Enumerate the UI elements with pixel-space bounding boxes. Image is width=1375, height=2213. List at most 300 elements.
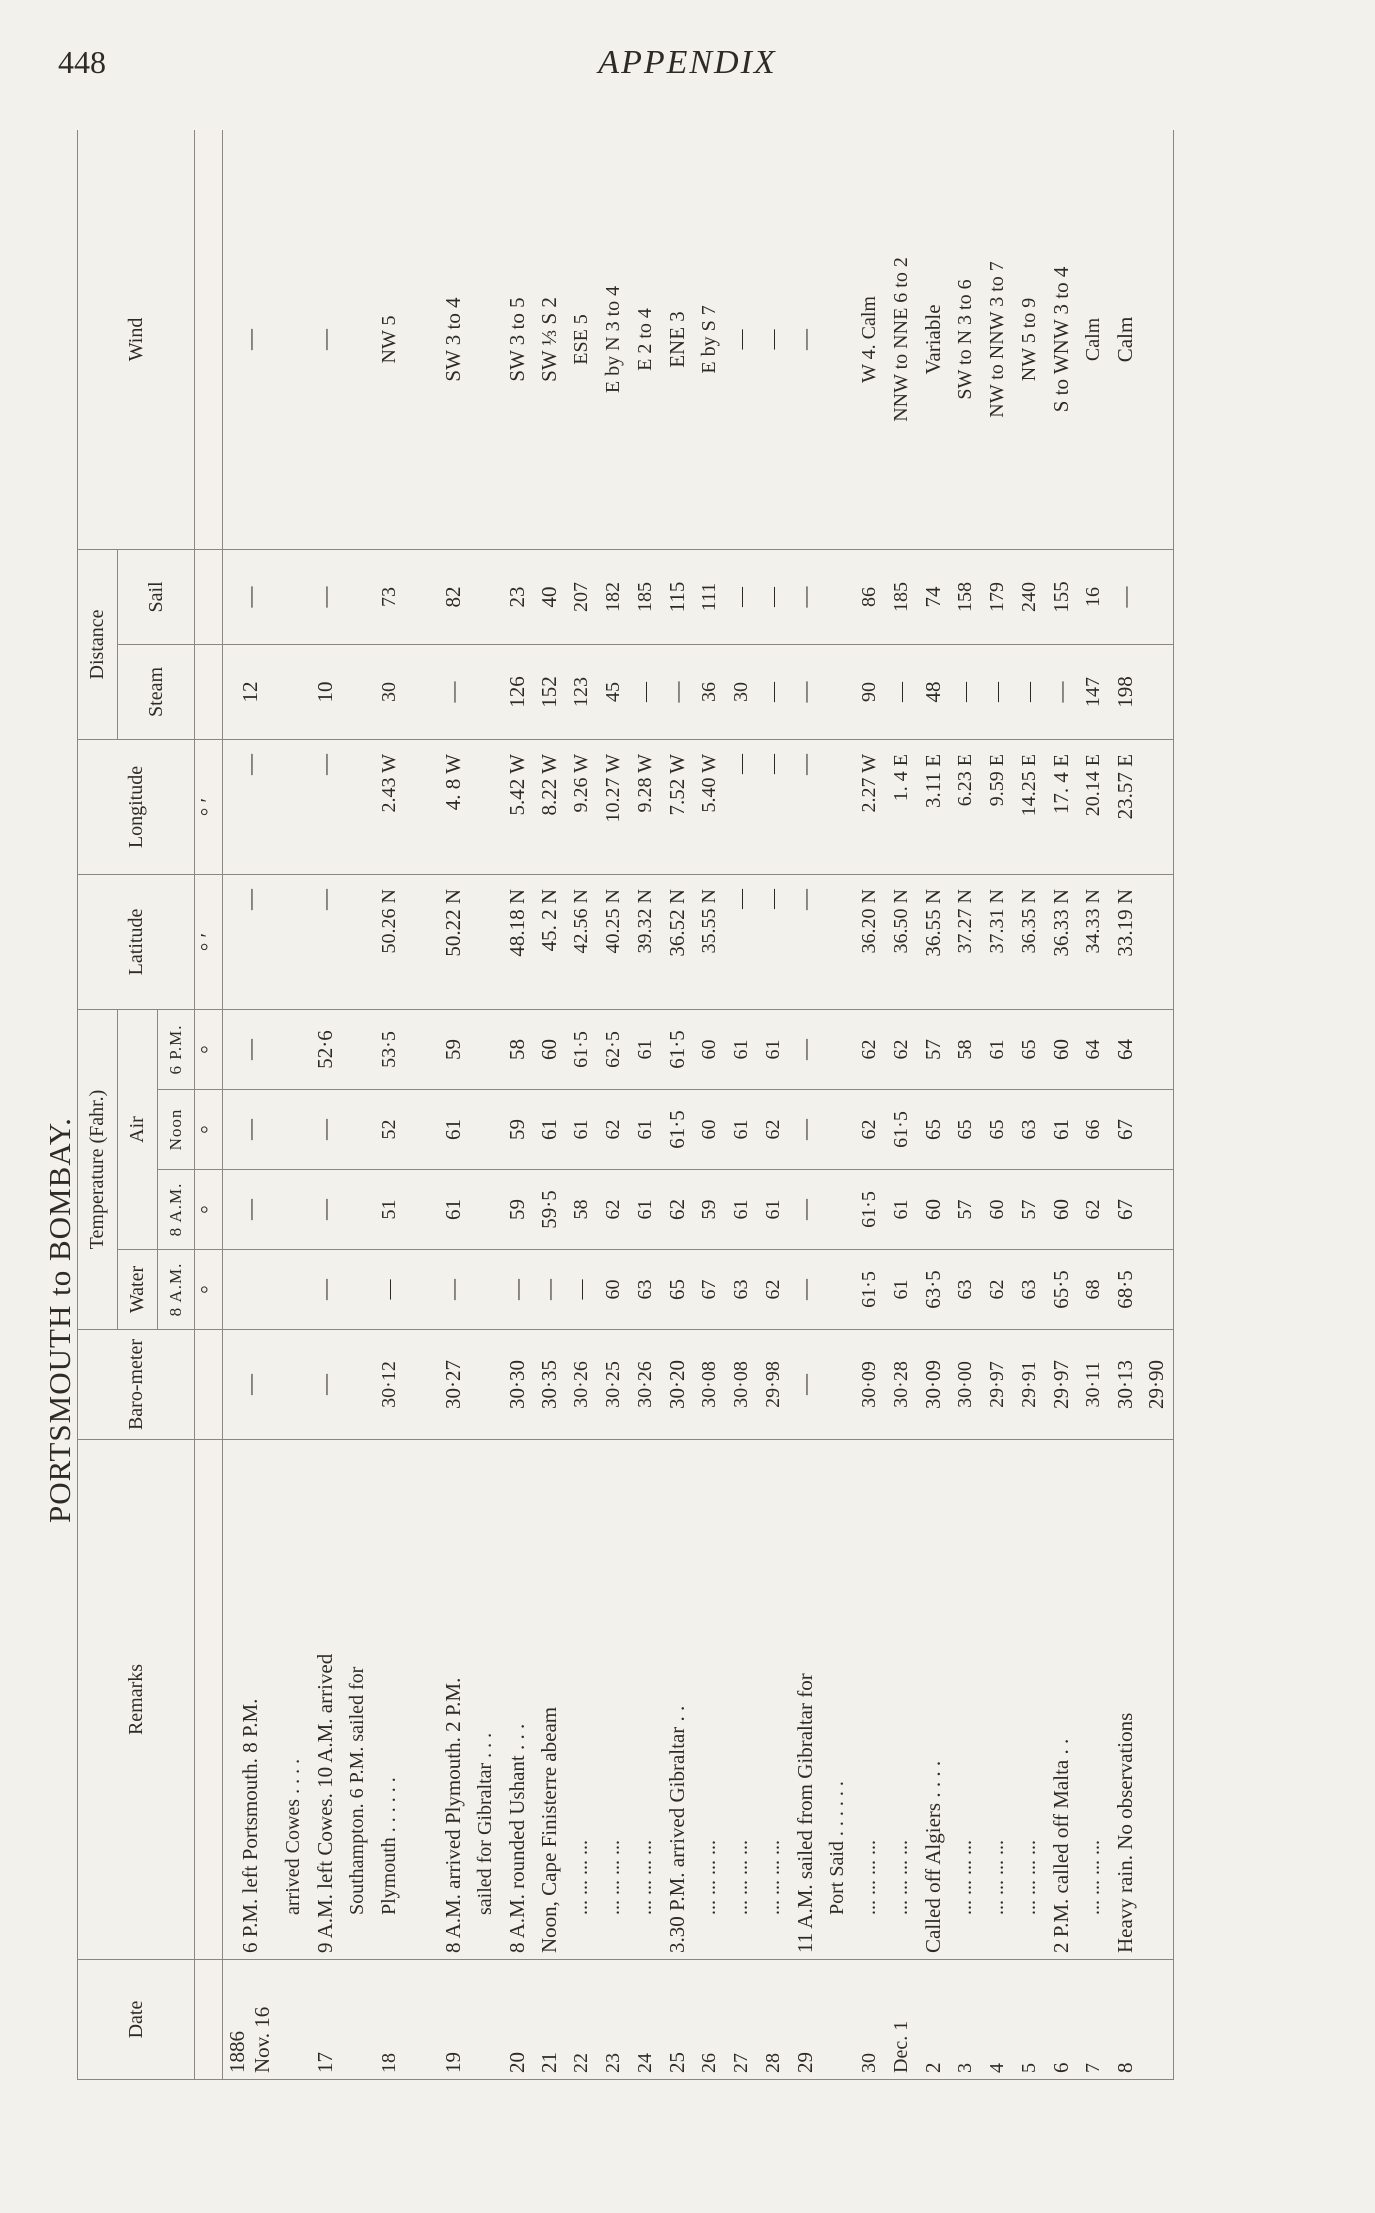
sail-cell: 155 bbox=[1045, 549, 1077, 644]
log-row bbox=[853, 130, 885, 2080]
water-temp-cell: — bbox=[437, 1250, 469, 1330]
barometer-cell: 30·30 bbox=[501, 1330, 533, 1440]
latitude-cell: 36.50 N bbox=[885, 874, 917, 1009]
water-temp-cell: 65 bbox=[661, 1250, 693, 1330]
steam-cell bbox=[1141, 644, 1173, 739]
air-8am-cell bbox=[277, 1170, 309, 1250]
longitude-cell: 3.11 E bbox=[917, 739, 949, 874]
log-table-frame bbox=[77, 130, 1372, 2080]
steam-cell: — bbox=[661, 644, 693, 739]
log-row bbox=[469, 130, 501, 2080]
longitude-cell bbox=[277, 739, 309, 874]
remarks-cell: Southampton. 6 P.M. sailed for bbox=[341, 1440, 373, 1960]
log-row bbox=[1077, 130, 1109, 2080]
date-cell bbox=[1141, 1960, 1173, 2080]
remarks-cell: Plymouth . . . . . . bbox=[373, 1440, 405, 1960]
rotated-table-wrapper bbox=[77, 130, 1372, 2080]
wind-cell: NW 5 bbox=[373, 130, 405, 549]
longitude-cell: 2.27 W bbox=[853, 739, 885, 874]
log-row bbox=[757, 130, 789, 2080]
steam-cell: 123 bbox=[565, 644, 597, 739]
sail-cell bbox=[469, 549, 501, 644]
air-8am-cell: — bbox=[309, 1170, 341, 1250]
header-barometer: Baro-meter bbox=[78, 1330, 195, 1440]
latitude-cell: — bbox=[309, 874, 341, 1009]
wind-cell: SW 3 to 4 bbox=[437, 130, 469, 549]
log-row bbox=[725, 130, 757, 2080]
header-latitude: Latitude bbox=[78, 874, 195, 1009]
sail-cell bbox=[277, 549, 309, 644]
air-6pm-cell: 60 bbox=[1045, 1009, 1077, 1089]
unit-water: ° bbox=[195, 1250, 223, 1330]
wind-cell bbox=[469, 130, 501, 549]
unit-air-noon: ° bbox=[195, 1090, 223, 1170]
remarks-cell: 8 A.M. rounded Ushant . . . bbox=[501, 1440, 533, 1960]
remarks-cell: ... ... ... ... bbox=[1013, 1440, 1045, 1960]
header-wind: Wind bbox=[78, 130, 195, 549]
wind-cell bbox=[1141, 130, 1173, 549]
wind-cell: SW to N 3 to 6 bbox=[949, 130, 981, 549]
unit-remarks bbox=[195, 1440, 223, 1960]
date-cell: 7 bbox=[1077, 1960, 1109, 2080]
wind-cell: W 4. Calm bbox=[853, 130, 885, 549]
water-temp-cell bbox=[821, 1250, 853, 1330]
unit-air-8am: ° bbox=[195, 1170, 223, 1250]
date-cell bbox=[277, 1960, 309, 2080]
header-water-8am: 8 A.M. bbox=[158, 1250, 195, 1330]
remarks-cell bbox=[1141, 1440, 1173, 1960]
latitude-cell bbox=[469, 874, 501, 1009]
wind-cell bbox=[277, 130, 309, 549]
sail-cell: — bbox=[1109, 549, 1141, 644]
date-cell: 17 bbox=[309, 1960, 341, 2080]
air-6pm-cell: 64 bbox=[1077, 1009, 1109, 1089]
remarks-cell: ... ... ... ... bbox=[949, 1440, 981, 1960]
air-8am-cell: 62 bbox=[1077, 1170, 1109, 1250]
log-row bbox=[693, 130, 725, 2080]
water-temp-cell: 63·5 bbox=[917, 1250, 949, 1330]
wind-cell: Variable bbox=[917, 130, 949, 549]
air-6pm-cell: 62 bbox=[885, 1009, 917, 1089]
steam-cell bbox=[469, 644, 501, 739]
longitude-cell: 23.57 E bbox=[1109, 739, 1141, 874]
sail-cell: 179 bbox=[981, 549, 1013, 644]
barometer-cell bbox=[469, 1330, 501, 1440]
date-cell: 18 bbox=[373, 1960, 405, 2080]
longitude-cell: 4. 8 W bbox=[437, 739, 469, 874]
sail-cell: 74 bbox=[917, 549, 949, 644]
air-6pm-cell bbox=[821, 1009, 853, 1089]
water-temp-cell: 62 bbox=[981, 1250, 1013, 1330]
air-noon-cell: 59 bbox=[501, 1090, 533, 1170]
wind-cell: — bbox=[789, 130, 821, 549]
barometer-cell: 30·00 bbox=[949, 1330, 981, 1440]
water-temp-cell: 62 bbox=[757, 1250, 789, 1330]
remarks-cell: ... ... ... ... bbox=[981, 1440, 1013, 1960]
air-8am-cell: 59·5 bbox=[533, 1170, 565, 1250]
water-temp-cell: 60 bbox=[597, 1250, 629, 1330]
date-cell: 27 bbox=[725, 1960, 757, 2080]
barometer-cell: 29·97 bbox=[1045, 1330, 1077, 1440]
date-cell: 21 bbox=[533, 1960, 565, 2080]
water-temp-cell: — bbox=[501, 1250, 533, 1330]
air-6pm-cell bbox=[277, 1009, 309, 1089]
spacer-cell bbox=[405, 644, 437, 739]
air-8am-cell: 59 bbox=[501, 1170, 533, 1250]
wind-cell: ESE 5 bbox=[565, 130, 597, 549]
remarks-cell: sailed for Gibraltar . . . bbox=[469, 1440, 501, 1960]
steam-cell bbox=[277, 644, 309, 739]
remarks-cell: ... ... ... ... bbox=[757, 1440, 789, 1960]
air-8am-cell: 59 bbox=[693, 1170, 725, 1250]
air-noon-cell: 66 bbox=[1077, 1090, 1109, 1170]
barometer-cell: 29·91 bbox=[1013, 1330, 1045, 1440]
water-temp-cell: 68·5 bbox=[1109, 1250, 1141, 1330]
sail-cell: — bbox=[725, 549, 757, 644]
steam-cell bbox=[341, 644, 373, 739]
log-row bbox=[661, 130, 693, 2080]
steam-cell: 90 bbox=[853, 644, 885, 739]
log-row bbox=[341, 130, 373, 2080]
wind-cell: Calm bbox=[1109, 130, 1141, 549]
air-6pm-cell: — bbox=[789, 1009, 821, 1089]
sail-cell: — bbox=[309, 549, 341, 644]
barometer-cell: — bbox=[309, 1330, 341, 1440]
longitude-cell: — bbox=[725, 739, 757, 874]
barometer-cell: 30·13 bbox=[1109, 1330, 1141, 1440]
longitude-cell: 9.28 W bbox=[629, 739, 661, 874]
steam-cell: 30 bbox=[373, 644, 405, 739]
steam-cell: — bbox=[885, 644, 917, 739]
longitude-cell bbox=[1141, 739, 1173, 874]
date-cell: 1886 Nov. 16 bbox=[223, 1960, 278, 2080]
longitude-cell: — bbox=[757, 739, 789, 874]
side-title: PORTSMOUTH to BOMBAY. bbox=[42, 1117, 77, 1523]
air-8am-cell: 61·5 bbox=[853, 1170, 885, 1250]
steam-cell: 12 bbox=[223, 644, 278, 739]
sail-cell: 182 bbox=[597, 549, 629, 644]
air-noon-cell bbox=[277, 1090, 309, 1170]
header-distance: Distance bbox=[78, 549, 118, 739]
air-noon-cell: 61·5 bbox=[661, 1090, 693, 1170]
steam-cell: — bbox=[949, 644, 981, 739]
air-noon-cell: 63 bbox=[1013, 1090, 1045, 1170]
date-cell: 20 bbox=[501, 1960, 533, 2080]
remarks-cell: ... ... ... ... bbox=[853, 1440, 885, 1960]
air-6pm-cell: 59 bbox=[437, 1009, 469, 1089]
latitude-cell: — bbox=[789, 874, 821, 1009]
spacer-cell bbox=[405, 739, 437, 874]
water-temp-cell: 63 bbox=[949, 1250, 981, 1330]
unit-latitude: ° ′ bbox=[195, 874, 223, 1009]
water-temp-cell: — bbox=[309, 1250, 341, 1330]
longitude-cell: 9.59 E bbox=[981, 739, 1013, 874]
steam-cell: 10 bbox=[309, 644, 341, 739]
water-temp-cell: 68 bbox=[1077, 1250, 1109, 1330]
longitude-cell: 1. 4 E bbox=[885, 739, 917, 874]
air-6pm-cell: 61 bbox=[757, 1009, 789, 1089]
water-temp-cell: 63 bbox=[629, 1250, 661, 1330]
header-temperature: Temperature (Fahr.) bbox=[78, 1009, 118, 1329]
log-row bbox=[1013, 130, 1045, 2080]
sail-cell: 86 bbox=[853, 549, 885, 644]
unit-air-6pm: ° bbox=[195, 1009, 223, 1089]
air-6pm-cell: 57 bbox=[917, 1009, 949, 1089]
sail-cell: — bbox=[789, 549, 821, 644]
air-8am-cell bbox=[341, 1170, 373, 1250]
longitude-cell: 17. 4 E bbox=[1045, 739, 1077, 874]
air-8am-cell: — bbox=[223, 1170, 278, 1250]
header-sail: Sail bbox=[118, 549, 195, 644]
latitude-cell: 39.32 N bbox=[629, 874, 661, 1009]
spacer-cell bbox=[405, 1009, 437, 1089]
latitude-cell: 37.27 N bbox=[949, 874, 981, 1009]
air-noon-cell bbox=[341, 1090, 373, 1170]
log-row bbox=[885, 130, 917, 2080]
date-cell: 4 bbox=[981, 1960, 1013, 2080]
air-6pm-cell: 60 bbox=[533, 1009, 565, 1089]
header-steam: Steam bbox=[118, 644, 195, 739]
remarks-cell: 8 A.M. arrived Plymouth. 2 P.M. bbox=[437, 1440, 469, 1960]
air-6pm-cell: 58 bbox=[949, 1009, 981, 1089]
wind-cell: — bbox=[223, 130, 278, 549]
steam-cell: 30 bbox=[725, 644, 757, 739]
air-8am-cell: 61 bbox=[629, 1170, 661, 1250]
date-cell: 25 bbox=[661, 1960, 693, 2080]
remarks-cell: ... ... ... ... bbox=[885, 1440, 917, 1960]
log-row bbox=[373, 130, 405, 2080]
spacer-cell bbox=[405, 1440, 437, 1960]
air-noon-cell: 61 bbox=[565, 1090, 597, 1170]
date-cell bbox=[469, 1960, 501, 2080]
latitude-cell: 37.31 N bbox=[981, 874, 1013, 1009]
spacer-cell bbox=[405, 1250, 437, 1330]
water-temp-cell: 61·5 bbox=[853, 1250, 885, 1330]
log-row bbox=[981, 130, 1013, 2080]
water-temp-cell: 63 bbox=[1013, 1250, 1045, 1330]
latitude-cell bbox=[1141, 874, 1173, 1009]
remarks-cell: ... ... ... ... bbox=[1077, 1440, 1109, 1960]
unit-wind bbox=[195, 130, 223, 549]
longitude-cell: 5.42 W bbox=[501, 739, 533, 874]
water-temp-cell bbox=[469, 1250, 501, 1330]
latitude-cell: 36.35 N bbox=[1013, 874, 1045, 1009]
air-noon-cell: 67 bbox=[1109, 1090, 1141, 1170]
air-8am-cell: 67 bbox=[1109, 1170, 1141, 1250]
air-6pm-cell: 61 bbox=[725, 1009, 757, 1089]
log-row bbox=[629, 130, 661, 2080]
air-8am-cell: 60 bbox=[1045, 1170, 1077, 1250]
header-remarks: Remarks bbox=[78, 1440, 195, 1960]
log-row bbox=[565, 130, 597, 2080]
air-6pm-cell bbox=[469, 1009, 501, 1089]
barometer-cell: — bbox=[789, 1330, 821, 1440]
barometer-cell: 30·26 bbox=[629, 1330, 661, 1440]
air-8am-cell: 58 bbox=[565, 1170, 597, 1250]
air-noon-cell: 65 bbox=[917, 1090, 949, 1170]
latitude-cell: 48.18 N bbox=[501, 874, 533, 1009]
air-6pm-cell bbox=[341, 1009, 373, 1089]
wind-cell: — bbox=[757, 130, 789, 549]
barometer-cell: 30·35 bbox=[533, 1330, 565, 1440]
spacer-row bbox=[405, 130, 437, 2080]
sail-cell: 111 bbox=[693, 549, 725, 644]
remarks-cell: 2 P.M. called off Malta . . bbox=[1045, 1440, 1077, 1960]
latitude-cell: 36.52 N bbox=[661, 874, 693, 1009]
date-cell: 23 bbox=[597, 1960, 629, 2080]
header-air-noon: Noon bbox=[158, 1090, 195, 1170]
barometer-cell bbox=[821, 1330, 853, 1440]
sail-cell: 115 bbox=[661, 549, 693, 644]
air-6pm-cell: 53·5 bbox=[373, 1009, 405, 1089]
barometer-cell bbox=[277, 1330, 309, 1440]
longitude-cell: — bbox=[223, 739, 278, 874]
sail-cell: 207 bbox=[565, 549, 597, 644]
remarks-cell: ... ... ... ... bbox=[565, 1440, 597, 1960]
date-cell: 24 bbox=[629, 1960, 661, 2080]
air-noon-cell bbox=[469, 1090, 501, 1170]
header-air-8am: 8 A.M. bbox=[158, 1170, 195, 1250]
spacer-cell bbox=[405, 1090, 437, 1170]
barometer-cell: 30·09 bbox=[853, 1330, 885, 1440]
air-6pm-cell: 64 bbox=[1109, 1009, 1141, 1089]
latitude-cell: 45. 2 N bbox=[533, 874, 565, 1009]
sail-cell: 16 bbox=[1077, 549, 1109, 644]
steam-cell: — bbox=[437, 644, 469, 739]
voyage-log-table bbox=[77, 130, 1174, 2080]
steam-cell: 48 bbox=[917, 644, 949, 739]
sail-cell: 82 bbox=[437, 549, 469, 644]
air-8am-cell: 61 bbox=[757, 1170, 789, 1250]
wind-cell: NW 5 to 9 bbox=[1013, 130, 1045, 549]
unit-date bbox=[195, 1960, 223, 2080]
air-noon-cell bbox=[821, 1090, 853, 1170]
air-8am-cell: 62 bbox=[597, 1170, 629, 1250]
date-cell: 6 bbox=[1045, 1960, 1077, 2080]
header-air-6pm: 6 P.M. bbox=[158, 1009, 195, 1089]
air-noon-cell: 65 bbox=[949, 1090, 981, 1170]
water-temp-cell bbox=[341, 1250, 373, 1330]
remarks-cell: 9 A.M. left Cowes. 10 A.M. arrived bbox=[309, 1440, 341, 1960]
air-6pm-cell: 61 bbox=[629, 1009, 661, 1089]
longitude-cell: 10.27 W bbox=[597, 739, 629, 874]
air-noon-cell: — bbox=[223, 1090, 278, 1170]
log-row bbox=[949, 130, 981, 2080]
date-cell bbox=[341, 1960, 373, 2080]
sail-cell: 23 bbox=[501, 549, 533, 644]
longitude-cell: — bbox=[309, 739, 341, 874]
steam-cell: — bbox=[789, 644, 821, 739]
wind-cell: NW to NNW 3 to 7 bbox=[981, 130, 1013, 549]
water-temp-cell: 61 bbox=[885, 1250, 917, 1330]
barometer-cell: — bbox=[223, 1330, 278, 1440]
air-8am-cell: 57 bbox=[1013, 1170, 1045, 1250]
longitude-cell: 8.22 W bbox=[533, 739, 565, 874]
header-longitude: Longitude bbox=[78, 739, 195, 874]
air-noon-cell: 65 bbox=[981, 1090, 1013, 1170]
sail-cell: 73 bbox=[373, 549, 405, 644]
remarks-cell: Called off Algiers . . . . bbox=[917, 1440, 949, 1960]
air-8am-cell: 62 bbox=[661, 1170, 693, 1250]
date-cell: Dec. 1 bbox=[885, 1960, 917, 2080]
header-air: Air bbox=[118, 1009, 158, 1249]
wind-cell bbox=[341, 130, 373, 549]
latitude-cell: 50.22 N bbox=[437, 874, 469, 1009]
water-temp-cell bbox=[223, 1250, 278, 1330]
air-8am-cell: 60 bbox=[981, 1170, 1013, 1250]
wind-cell: E by S 7 bbox=[693, 130, 725, 549]
sail-cell: — bbox=[223, 549, 278, 644]
steam-cell: — bbox=[1013, 644, 1045, 739]
latitude-cell bbox=[821, 874, 853, 1009]
sail-cell: 158 bbox=[949, 549, 981, 644]
air-8am-cell: 51 bbox=[373, 1170, 405, 1250]
sail-cell bbox=[341, 549, 373, 644]
air-noon-cell: 52 bbox=[373, 1090, 405, 1170]
longitude-cell bbox=[341, 739, 373, 874]
log-row bbox=[533, 130, 565, 2080]
water-temp-cell: 63 bbox=[725, 1250, 757, 1330]
longitude-cell: 6.23 E bbox=[949, 739, 981, 874]
latitude-cell: 36.20 N bbox=[853, 874, 885, 1009]
air-6pm-cell: 62·5 bbox=[597, 1009, 629, 1089]
log-row bbox=[501, 130, 533, 2080]
water-temp-cell: — bbox=[565, 1250, 597, 1330]
remarks-cell: 6 P.M. left Portsmouth. 8 P.M. bbox=[223, 1440, 278, 1960]
air-noon-cell: — bbox=[789, 1090, 821, 1170]
log-body bbox=[223, 130, 1174, 2080]
air-6pm-cell: 58 bbox=[501, 1009, 533, 1089]
steam-cell bbox=[821, 644, 853, 739]
air-noon-cell: 62 bbox=[757, 1090, 789, 1170]
air-6pm-cell: 61·5 bbox=[565, 1009, 597, 1089]
steam-cell: — bbox=[757, 644, 789, 739]
unit-sail bbox=[195, 549, 223, 644]
wind-cell: — bbox=[725, 130, 757, 549]
remarks-cell: ... ... ... ... bbox=[693, 1440, 725, 1960]
air-noon-cell: 62 bbox=[853, 1090, 885, 1170]
latitude-cell: 36.55 N bbox=[917, 874, 949, 1009]
air-6pm-cell: 52·6 bbox=[309, 1009, 341, 1089]
longitude-cell: 20.14 E bbox=[1077, 739, 1109, 874]
latitude-cell: 33.19 N bbox=[1109, 874, 1141, 1009]
sail-cell: — bbox=[757, 549, 789, 644]
longitude-cell bbox=[469, 739, 501, 874]
air-noon-cell bbox=[1141, 1090, 1173, 1170]
air-8am-cell bbox=[469, 1170, 501, 1250]
barometer-cell: 29·98 bbox=[757, 1330, 789, 1440]
remarks-cell: Port Said . . . . . . bbox=[821, 1440, 853, 1960]
log-row bbox=[223, 130, 278, 2080]
steam-cell: 152 bbox=[533, 644, 565, 739]
air-6pm-cell: 60 bbox=[693, 1009, 725, 1089]
air-8am-cell bbox=[1141, 1170, 1173, 1250]
log-row bbox=[821, 130, 853, 2080]
air-noon-cell: 62 bbox=[597, 1090, 629, 1170]
spacer-cell bbox=[405, 1170, 437, 1250]
longitude-cell: — bbox=[789, 739, 821, 874]
log-row bbox=[437, 130, 469, 2080]
remarks-cell: Noon, Cape Finisterre abeam bbox=[533, 1440, 565, 1960]
header-water: Water bbox=[118, 1250, 158, 1330]
date-cell: 29 bbox=[789, 1960, 821, 2080]
remarks-cell: ... ... ... ... bbox=[629, 1440, 661, 1960]
water-temp-cell: 67 bbox=[693, 1250, 725, 1330]
sail-cell: 240 bbox=[1013, 549, 1045, 644]
spacer-cell bbox=[405, 1960, 437, 2080]
spacer-cell bbox=[405, 130, 437, 549]
spacer-cell bbox=[405, 549, 437, 644]
